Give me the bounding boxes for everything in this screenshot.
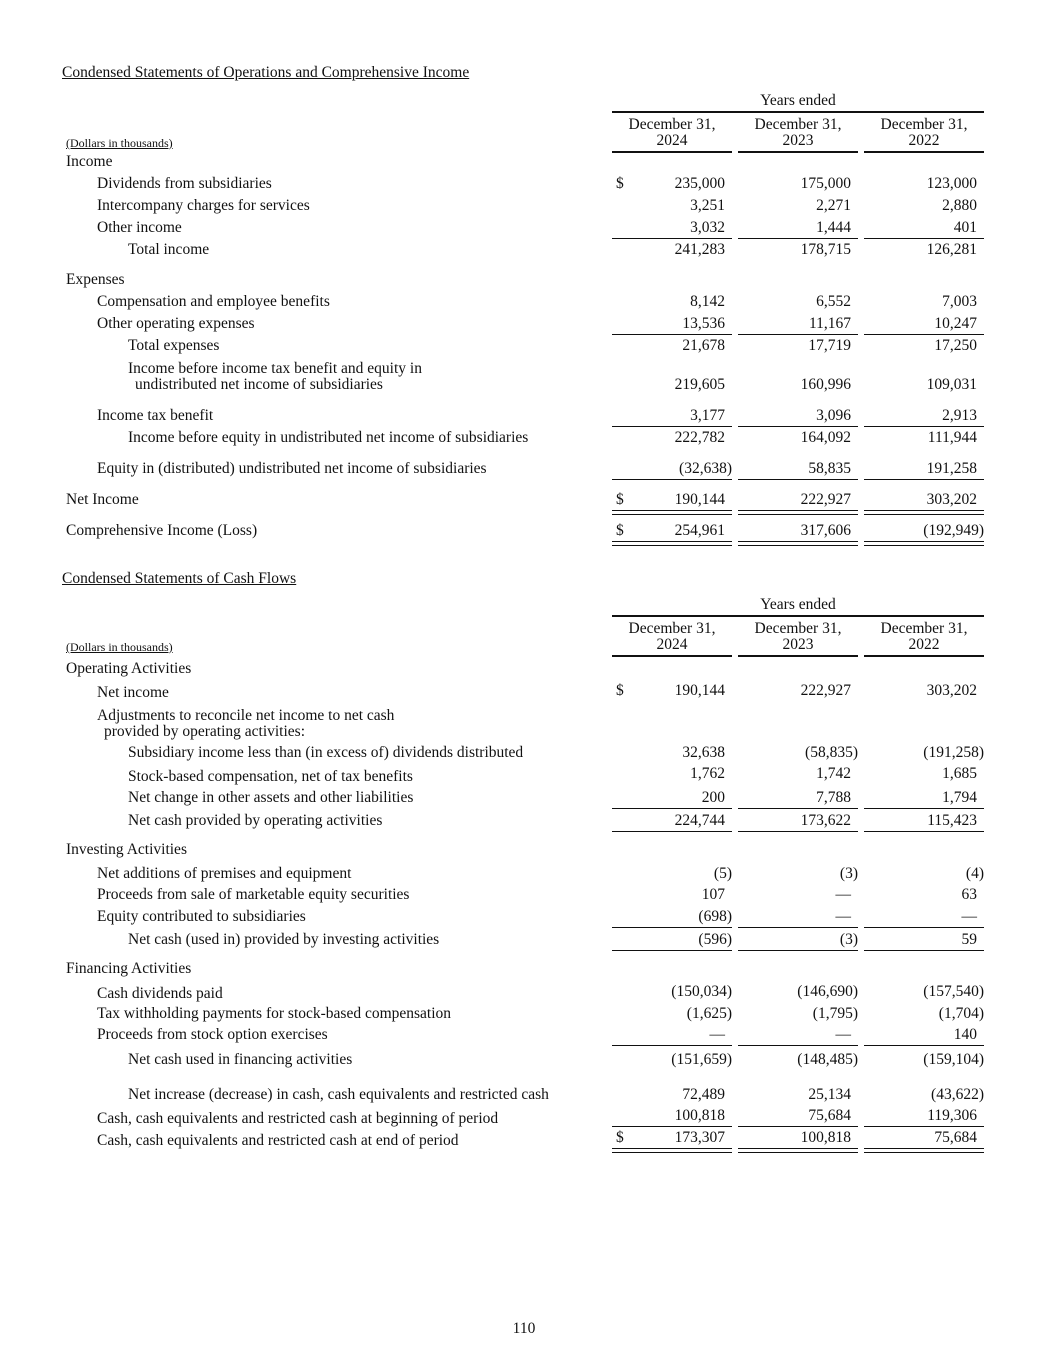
value: 222,927 <box>800 682 851 699</box>
value-cell-2024 <box>612 887 732 903</box>
double-underline <box>612 510 732 515</box>
value: (32,638) <box>679 460 732 477</box>
value-cell-2022 <box>864 1108 984 1124</box>
value-cell-2023 <box>738 176 858 192</box>
underline-rule <box>864 1045 984 1046</box>
column-rule <box>864 151 984 153</box>
value-cell-2022 <box>864 1052 984 1068</box>
column-rule <box>738 655 858 657</box>
underline-rule <box>864 831 984 832</box>
value-cell-2023 <box>738 1130 858 1146</box>
value: (192,949) <box>923 522 984 539</box>
row-label-line: undistributed net income of subsidiaries <box>135 376 383 393</box>
value: 222,782 <box>674 429 725 446</box>
column-rule <box>864 655 984 657</box>
units-note: (Dollars in thousands) <box>66 136 173 150</box>
value-cell-2023 <box>738 813 858 829</box>
row-label: Net Income <box>66 491 139 508</box>
underline-rule <box>612 1126 732 1127</box>
underline-rule <box>738 1126 858 1127</box>
value-cell-2023 <box>738 887 858 903</box>
value: 2,271 <box>816 197 851 214</box>
double-underline <box>738 510 858 515</box>
value: 1,762 <box>690 765 725 782</box>
value-cell-2023 <box>738 492 858 508</box>
page-number: 110 <box>512 1320 536 1337</box>
double-underline <box>864 541 984 546</box>
value: 8,142 <box>690 293 725 310</box>
value: 190,144 <box>674 491 725 508</box>
value-cell-2024 <box>612 316 732 332</box>
value-cell-2022 <box>864 523 984 539</box>
value: 254,961 <box>674 522 725 539</box>
value: 21,678 <box>682 337 725 354</box>
underline-rule <box>612 950 732 951</box>
currency-symbol: $ <box>616 175 624 192</box>
row-label: Cash, cash equivalents and restricted cash at end of period <box>97 1132 459 1149</box>
column-header-2023: December 31, 2023 <box>754 116 842 149</box>
value-cell-2022 <box>864 198 984 214</box>
value-cell-2023 <box>738 745 858 761</box>
value: — <box>709 1026 725 1043</box>
row-label: Other operating expenses <box>97 315 255 332</box>
currency-symbol: $ <box>616 491 624 508</box>
row-label: Equity in (distributed) undistributed net income of subsidiaries <box>97 460 487 477</box>
value-cell-2024 <box>612 1087 732 1103</box>
value-cell-2022 <box>864 176 984 192</box>
value: 3,032 <box>690 219 725 236</box>
operations-title: Condensed Statements of Operations and Comprehensive Income <box>62 64 470 81</box>
underline-rule <box>738 950 858 951</box>
underline-rule <box>738 1045 858 1046</box>
value-cell-2023 <box>738 932 858 948</box>
underline-rule <box>864 950 984 951</box>
row-label: Net income <box>97 684 169 701</box>
value: 126,281 <box>926 241 977 258</box>
column-header-2022: December 31, 2022 <box>880 620 968 653</box>
double-underline <box>864 1148 984 1153</box>
value: 109,031 <box>926 376 977 393</box>
value: — <box>835 886 851 903</box>
value: (698) <box>698 908 732 925</box>
value-cell-2024 <box>612 866 732 882</box>
value-cell-2024 <box>612 984 732 1000</box>
value: 119,306 <box>927 1107 977 1124</box>
value-cell-2023 <box>738 1087 858 1103</box>
row-label: Total income <box>128 241 210 258</box>
underline-rule <box>612 426 732 427</box>
value-cell-2023 <box>738 198 858 214</box>
row-label: Other income <box>97 219 182 236</box>
value: 1,444 <box>816 219 851 236</box>
value: (596) <box>698 931 732 948</box>
row-label: Net cash (used in) provided by investing activities <box>128 931 440 948</box>
value: 25,134 <box>808 1086 851 1103</box>
underline-rule <box>612 927 732 928</box>
underline-rule <box>738 808 858 809</box>
underline-rule <box>612 334 732 335</box>
table-row <box>0 272 1048 292</box>
value: 17,719 <box>808 337 851 354</box>
double-underline <box>738 1148 858 1153</box>
value-cell-2024 <box>612 909 732 925</box>
row-label: Tax withholding payments for stock-based compensation <box>97 1005 452 1022</box>
row-label <box>97 708 394 740</box>
value-cell-2024 <box>612 932 732 948</box>
value: 241,283 <box>674 241 725 258</box>
currency-symbol: $ <box>616 1129 624 1146</box>
header-rule <box>612 111 984 113</box>
value-cell-2022 <box>864 887 984 903</box>
value: 219,605 <box>674 376 725 393</box>
value: 7,788 <box>816 789 851 806</box>
column-header-2022: December 31, 2022 <box>880 116 968 149</box>
row-label: Proceeds from stock option exercises <box>97 1026 328 1043</box>
value: 303,202 <box>926 491 977 508</box>
value: 178,715 <box>800 241 851 258</box>
value-cell-2024 <box>612 338 732 354</box>
value: 317,606 <box>800 522 851 539</box>
row-label: Income tax benefit <box>97 407 214 424</box>
row-label: Income <box>66 153 113 170</box>
value: 200 <box>701 789 725 806</box>
value: (148,485) <box>797 1051 858 1068</box>
value: 1,794 <box>942 789 977 806</box>
value-cell-2022 <box>864 338 984 354</box>
value: (43,622) <box>931 1086 984 1103</box>
value-cell-2022 <box>864 316 984 332</box>
value: (146,690) <box>797 983 858 1000</box>
value: (1,704) <box>938 1005 984 1022</box>
value-cell-2024 <box>612 1052 732 1068</box>
value-cell-2024 <box>612 683 732 699</box>
row-label: Net cash provided by operating activities <box>128 812 383 829</box>
value-cell-2023 <box>738 316 858 332</box>
column-rule <box>612 151 732 153</box>
row-label: Cash dividends paid <box>97 985 223 1002</box>
value: — <box>835 1026 851 1043</box>
value-cell-2023 <box>738 408 858 424</box>
row-label: Net additions of premises and equipment <box>97 865 352 882</box>
row-label-line: Income before income tax benefit and equity in <box>128 360 422 377</box>
value-cell-2022 <box>864 984 984 1000</box>
underline-rule <box>612 479 732 480</box>
value-cell-2022 <box>864 932 984 948</box>
value: (1,795) <box>812 1005 858 1022</box>
underline-rule <box>738 927 858 928</box>
value-cell-2024 <box>612 408 732 424</box>
units-note: (Dollars in thousands) <box>66 640 173 654</box>
value: 115,423 <box>927 812 977 829</box>
table-row <box>0 707 1048 740</box>
value-cell-2023 <box>738 866 858 882</box>
row-label: Net cash used in financing activities <box>128 1051 353 1068</box>
value: 58,835 <box>808 460 851 477</box>
row-label: Proceeds from sale of marketable equity securities <box>97 886 410 903</box>
row-label: Expenses <box>66 271 125 288</box>
value: 13,536 <box>682 315 725 332</box>
value-cell-2022 <box>864 766 984 782</box>
value-cell-2022 <box>864 909 984 925</box>
value: (159,104) <box>923 1051 984 1068</box>
value-cell-2024 <box>612 1006 732 1022</box>
value: (1,625) <box>686 1005 732 1022</box>
column-rule <box>612 655 732 657</box>
underline-rule <box>738 334 858 335</box>
value-cell-2024 <box>612 745 732 761</box>
value-cell-2024 <box>612 176 732 192</box>
value-cell-2022 <box>864 745 984 761</box>
value-cell-2022 <box>864 242 984 258</box>
value-cell-2022 <box>864 377 984 393</box>
value: 63 <box>961 886 977 903</box>
currency-symbol: $ <box>616 522 624 539</box>
value-cell-2023 <box>738 430 858 446</box>
value-cell-2024 <box>612 430 732 446</box>
value: — <box>961 908 977 925</box>
value: 100,818 <box>674 1107 725 1124</box>
value: 2,913 <box>942 407 977 424</box>
underline-rule <box>738 831 858 832</box>
column-header-2024: December 31, 2024 <box>628 620 716 653</box>
value: 72,489 <box>682 1086 725 1103</box>
value: (191,258) <box>923 744 984 761</box>
value: 173,307 <box>674 1129 725 1146</box>
years-ended-header: Years ended <box>760 596 836 613</box>
value-cell-2022 <box>864 1027 984 1043</box>
value-cell-2023 <box>738 461 858 477</box>
value: 175,000 <box>800 175 851 192</box>
value: 11,167 <box>808 315 851 332</box>
value-cell-2023 <box>738 984 858 1000</box>
value: 7,003 <box>942 293 977 310</box>
value: 2,880 <box>942 197 977 214</box>
value-cell-2023 <box>738 1108 858 1124</box>
value: 303,202 <box>926 682 977 699</box>
currency-symbol: $ <box>616 682 624 699</box>
value: 160,996 <box>800 376 851 393</box>
value: 59 <box>961 931 977 948</box>
value: — <box>835 908 851 925</box>
value-cell-2022 <box>864 1130 984 1146</box>
value-cell-2023 <box>738 377 858 393</box>
column-header-2024: December 31, 2024 <box>628 116 716 149</box>
value-cell-2023 <box>738 790 858 806</box>
row-label: Net increase (decrease) in cash, cash equivalents and restricted cash <box>128 1086 549 1103</box>
years-ended-header: Years ended <box>760 92 836 109</box>
value-cell-2024 <box>612 1108 732 1124</box>
value-cell-2023 <box>738 220 858 236</box>
underline-rule <box>864 927 984 928</box>
underline-rule <box>864 479 984 480</box>
value-cell-2023 <box>738 683 858 699</box>
value-cell-2024 <box>612 766 732 782</box>
value-cell-2022 <box>864 813 984 829</box>
value-cell-2023 <box>738 242 858 258</box>
value-cell-2023 <box>738 909 858 925</box>
value-cell-2022 <box>864 1006 984 1022</box>
value-cell-2023 <box>738 1052 858 1068</box>
double-underline <box>738 541 858 546</box>
underline-rule <box>612 1045 732 1046</box>
value-cell-2024 <box>612 461 732 477</box>
value: 3,251 <box>690 197 725 214</box>
value-cell-2024 <box>612 523 732 539</box>
value: 190,144 <box>674 682 725 699</box>
table-row <box>0 154 1048 174</box>
underline-rule <box>738 238 858 239</box>
value: 10,247 <box>934 315 977 332</box>
value: 123,000 <box>926 175 977 192</box>
row-label: Net change in other assets and other liabilities <box>128 789 414 806</box>
row-label: Comprehensive Income (Loss) <box>66 522 258 539</box>
value: 17,250 <box>934 337 977 354</box>
value: 1,685 <box>942 765 977 782</box>
value-cell-2022 <box>864 220 984 236</box>
row-label: Operating Activities <box>66 660 192 677</box>
value-cell-2022 <box>864 1087 984 1103</box>
row-label: Income before equity in undistributed net income of subsidiaries <box>128 429 529 446</box>
value: 6,552 <box>816 293 851 310</box>
value-cell-2024 <box>612 294 732 310</box>
row-label: Financing Activities <box>66 960 192 977</box>
value-cell-2022 <box>864 492 984 508</box>
underline-rule <box>864 426 984 427</box>
value: 3,177 <box>690 407 725 424</box>
value-cell-2022 <box>864 430 984 446</box>
value: 100,818 <box>800 1129 851 1146</box>
value: (150,034) <box>671 983 732 1000</box>
underline-rule <box>864 238 984 239</box>
value: (3) <box>839 865 858 882</box>
value: 75,684 <box>934 1129 977 1146</box>
table-row <box>0 661 1048 681</box>
row-label-line: Adjustments to reconcile net income to net cash <box>97 707 395 724</box>
value: (157,540) <box>923 983 984 1000</box>
value: 75,684 <box>808 1107 851 1124</box>
underline-rule <box>864 808 984 809</box>
row-label: Subsidiary income less than (in excess of) dividends distributed <box>128 744 524 761</box>
value: 111,944 <box>927 429 977 446</box>
row-label <box>128 361 422 393</box>
row-label: Dividends from subsidiaries <box>97 175 272 192</box>
row-label: Intercompany charges for services <box>97 197 310 214</box>
value-cell-2022 <box>864 683 984 699</box>
underline-rule <box>612 238 732 239</box>
underline-rule <box>738 426 858 427</box>
underline-rule <box>864 334 984 335</box>
value-cell-2024 <box>612 377 732 393</box>
value: 224,744 <box>674 812 725 829</box>
value: (151,659) <box>671 1051 732 1068</box>
table-row <box>0 961 1048 981</box>
value-cell-2024 <box>612 813 732 829</box>
value-cell-2024 <box>612 1130 732 1146</box>
value-cell-2024 <box>612 220 732 236</box>
table-row <box>0 842 1048 862</box>
value-cell-2023 <box>738 338 858 354</box>
underline-rule <box>738 479 858 480</box>
row-label: Investing Activities <box>66 841 187 858</box>
row-label: Total expenses <box>128 337 220 354</box>
value: 32,638 <box>682 744 725 761</box>
value-cell-2023 <box>738 294 858 310</box>
value: (58,835) <box>805 744 858 761</box>
value: (4) <box>965 865 984 882</box>
underline-rule <box>612 831 732 832</box>
row-label-line: provided by operating activities: <box>104 723 306 740</box>
value-cell-2022 <box>864 294 984 310</box>
value: 140 <box>953 1026 977 1043</box>
column-header-2023: December 31, 2023 <box>754 620 842 653</box>
value-cell-2022 <box>864 408 984 424</box>
row-label: Cash, cash equivalents and restricted cash at beginning of period <box>97 1110 499 1127</box>
value-cell-2022 <box>864 866 984 882</box>
value: 401 <box>953 219 977 236</box>
value-cell-2022 <box>864 790 984 806</box>
value: (5) <box>713 865 732 882</box>
value: 222,927 <box>800 491 851 508</box>
value-cell-2024 <box>612 492 732 508</box>
double-underline <box>864 510 984 515</box>
header-rule <box>612 615 984 617</box>
underline-rule <box>864 1126 984 1127</box>
value: 235,000 <box>674 175 725 192</box>
value-cell-2023 <box>738 523 858 539</box>
value-cell-2023 <box>738 1006 858 1022</box>
cash-flows-title: Condensed Statements of Cash Flows <box>62 570 297 587</box>
value-cell-2023 <box>738 766 858 782</box>
row-label: Compensation and employee benefits <box>97 293 330 310</box>
value: 173,622 <box>800 812 851 829</box>
value: 107 <box>701 886 725 903</box>
value-cell-2023 <box>738 1027 858 1043</box>
value-cell-2024 <box>612 198 732 214</box>
value-cell-2022 <box>864 461 984 477</box>
row-label: Stock-based compensation, net of tax benefits <box>128 768 413 785</box>
value: (3) <box>839 931 858 948</box>
value: 1,742 <box>816 765 851 782</box>
double-underline <box>612 541 732 546</box>
value: 3,096 <box>816 407 851 424</box>
value-cell-2024 <box>612 790 732 806</box>
value: 191,258 <box>926 460 977 477</box>
row-label: Equity contributed to subsidiaries <box>97 908 306 925</box>
value: 164,092 <box>800 429 851 446</box>
column-rule <box>738 151 858 153</box>
underline-rule <box>612 808 732 809</box>
double-underline <box>612 1148 732 1153</box>
value-cell-2024 <box>612 1027 732 1043</box>
value-cell-2024 <box>612 242 732 258</box>
